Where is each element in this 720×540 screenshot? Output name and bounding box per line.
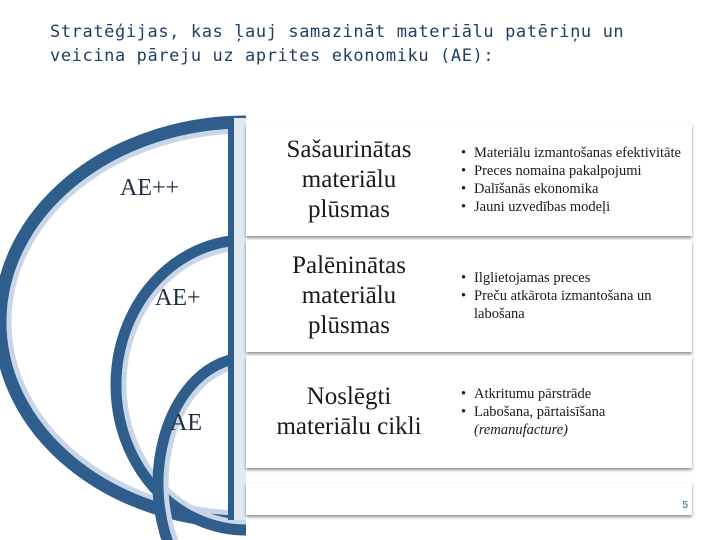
arc-band-middle [116,240,246,530]
strategy-row-closing [246,356,692,468]
footer-panel [246,483,692,515]
bullet-item: • Atkritumu pārstrāde [458,385,690,403]
row-bullet-list [458,240,690,352]
bullet-text: Labošana, pārtaisīšana [474,404,606,420]
level-label-ae-plus-plus: AE++ [120,175,180,201]
strategy-row-narrowing [246,124,692,236]
page-number: 5 [682,500,688,511]
bullet-item [458,403,690,439]
slide-title: Stratēģijas, kas ļauj samazināt materiālu patēriņu un veicina pāreju uz aprites ekonomiku (AE): [50,22,625,66]
row-bullet-list [458,124,690,236]
bullet-item: • Jauni uzvedības modeļi [458,198,690,216]
row-heading: Sašaurinātas materiālu plūsmas [286,136,412,223]
level-label-ae-plus: AE+ [155,285,201,311]
bullet-item: • Preču atkārota izmantošana un labošana [458,287,690,323]
bullet-item: • Dalīšanās ekonomika [458,180,690,198]
bullet-item: • Materiālu izmantošanas efektivitāte [458,144,690,162]
row-heading: Noslēgti materiālu cikli [276,383,422,440]
bullet-item: • Preces nomaina pakalpojumi [458,162,690,180]
diagram-spine [234,118,246,520]
strategy-row-slowing [246,240,692,352]
row-heading: Palēninātas materiālu plūsmas [292,252,406,339]
bullet-item: • Ilglietojamas preces [458,269,690,287]
row-bullet-list [458,356,690,468]
level-label-ae: AE [170,410,202,436]
bullet-note: (remanufacture) [474,422,568,438]
